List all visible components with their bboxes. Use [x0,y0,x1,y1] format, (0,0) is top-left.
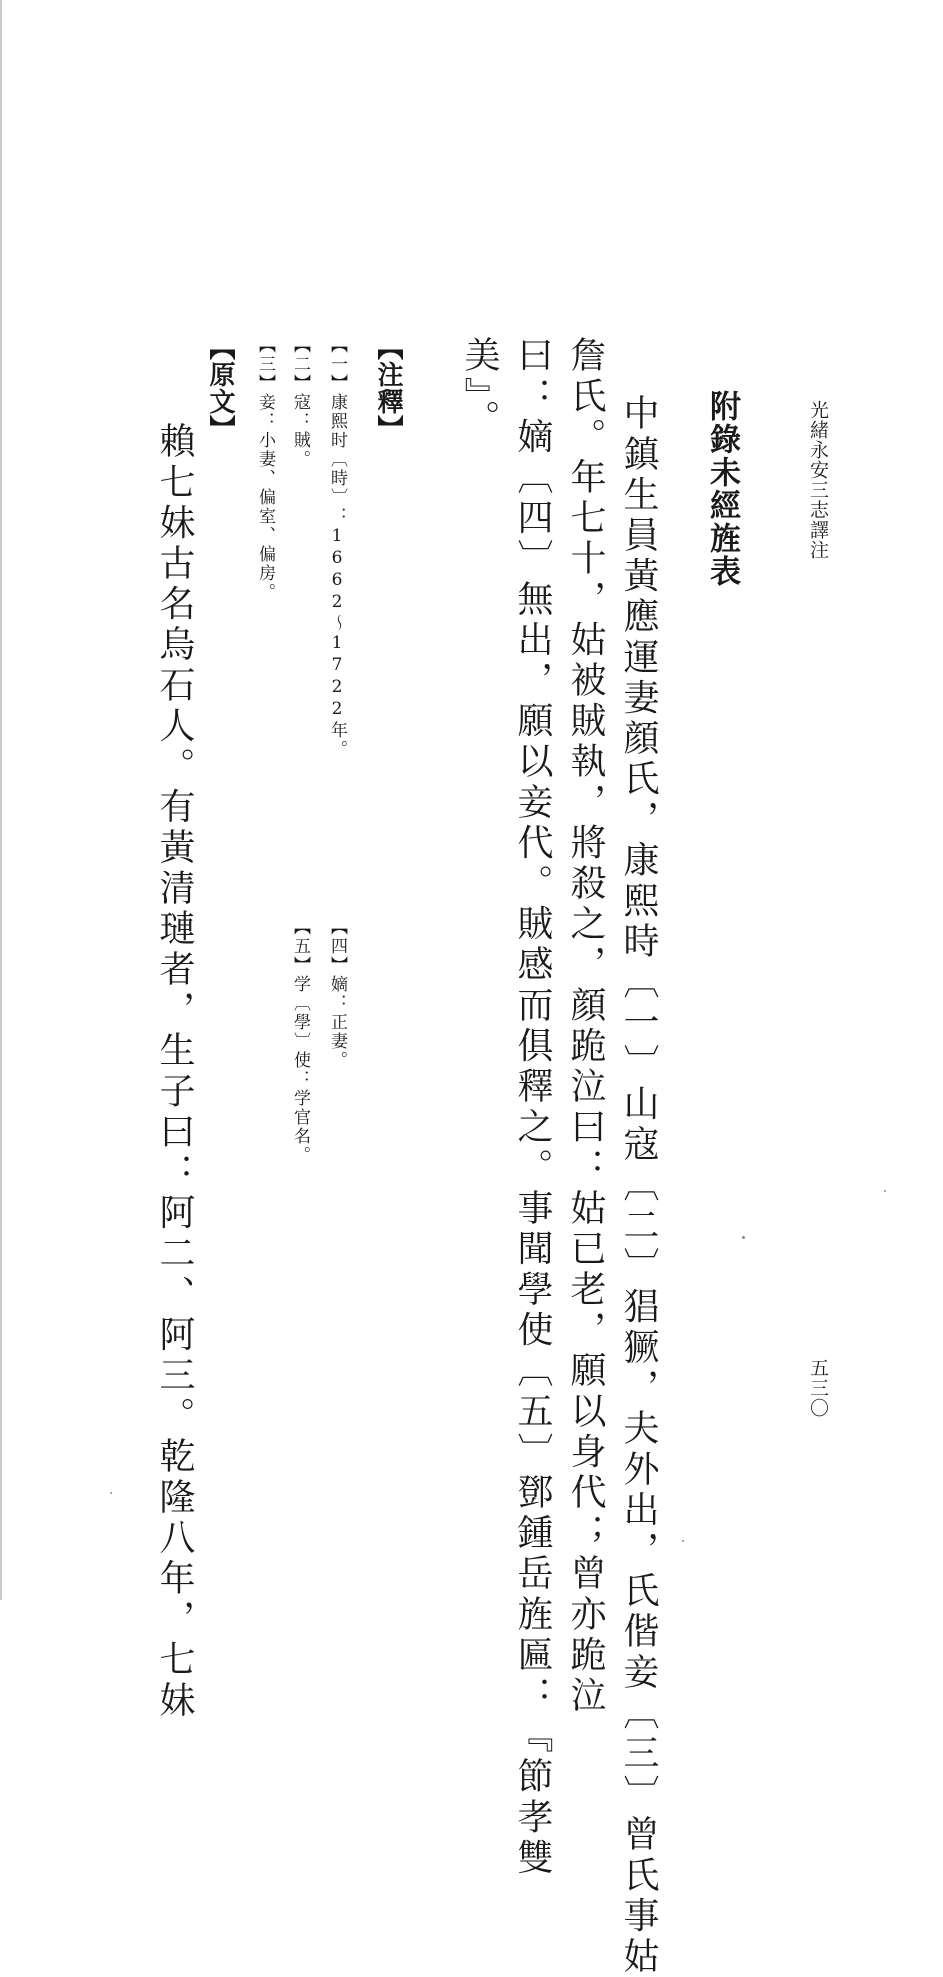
original-text-heading: 【原文】 [205,334,235,442]
note-item: 【四】嫡：正妻。 [327,918,347,1070]
scan-speck [682,1540,684,1542]
scan-speck [110,1492,112,1494]
scan-speck [884,1190,886,1192]
running-head: 光緒永安三志譯注 [807,400,829,560]
body-line: 美』。 [459,336,500,440]
body-line: 中鎮生員黃應運妻顔氏，康熙時〔一〕山寇〔二〕猖獗，夫外出，氏偕妾〔三〕曾氏事姑 [618,394,659,1977]
original-text-line: 賴七妹古名烏石人。有黃清璉者，生子曰：阿二、阿三。乾隆八年，七妹 [154,422,195,1722]
note-item: 【二】寇：賊。 [290,336,310,469]
body-line: 曰：嫡〔四〕無出，願以妾代。賊感而俱釋之。事聞學使〔五〕鄧鍾岳旌匾：『節孝雙 [512,336,553,1879]
note-item: 【一】康熙时〔時〕：1662～1722年。 [327,336,347,759]
body-line: 詹氏。年七十，姑被賊執，將殺之，顔跪泣曰：姑已老，願以身代；曾亦跪泣 [565,336,606,1717]
page-number: 五三〇 [807,1358,829,1418]
note-item: 【三】妾：小妻、偏室、偏房。 [255,336,275,602]
notes-heading: 【注釋】 [373,334,403,442]
section-title: 附錄未經旌表 [704,390,740,588]
scan-speck [742,1236,745,1239]
note-item: 【五】学〔學〕使：学官名。 [290,918,310,1165]
